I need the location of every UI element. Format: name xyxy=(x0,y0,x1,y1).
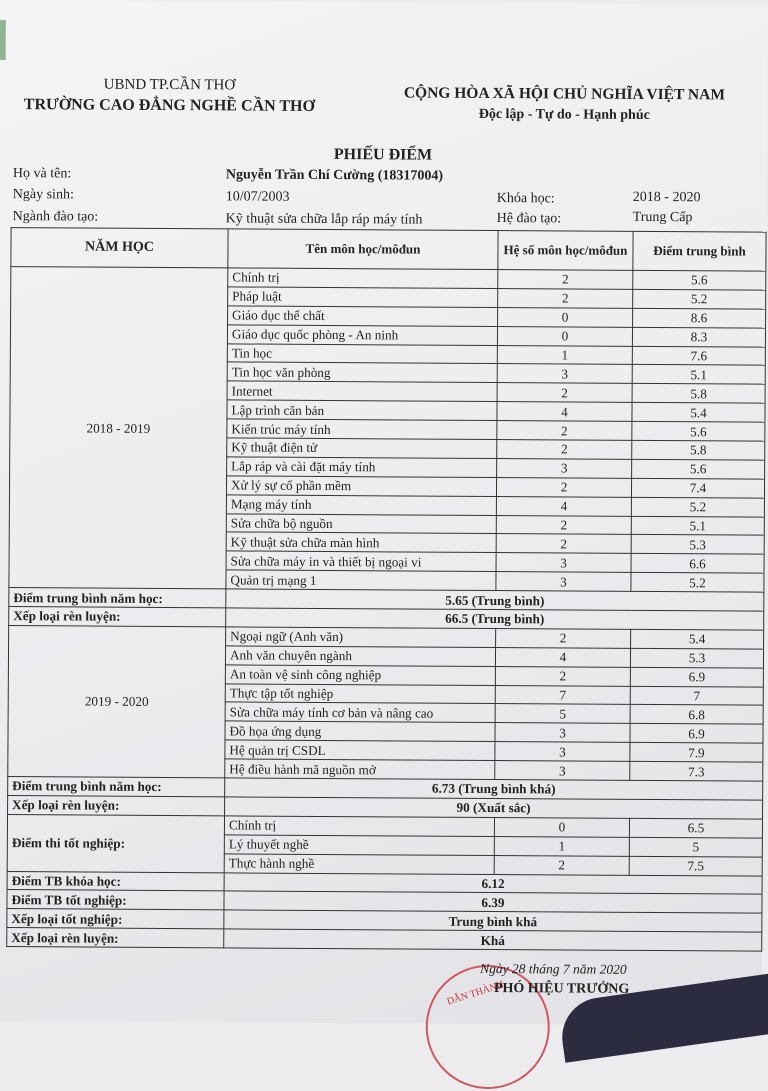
subject-name: Chính trị xyxy=(224,816,494,837)
subject-name: Đồ họa ứng dụng xyxy=(225,721,495,742)
subject-score: 5.8 xyxy=(632,384,765,404)
subject-score: 6.6 xyxy=(631,554,764,574)
subject-coef: 0 xyxy=(498,307,633,327)
subject-name: Kỹ thuật điện tử xyxy=(227,438,497,459)
subject-score: 7.3 xyxy=(630,762,763,782)
year2-avg-label: Điểm trung bình năm học: xyxy=(8,777,225,797)
subject-coef: 2 xyxy=(497,383,632,403)
course-label: Khóa học: xyxy=(496,191,555,207)
subject-name: Giáo dục quốc phòng - An ninh xyxy=(227,325,497,346)
subject-coef: 2 xyxy=(496,534,631,554)
subject-score: 8.3 xyxy=(632,327,765,347)
subject-name: Giáo dục thể chất xyxy=(228,306,498,327)
subject-name: Hệ quản trị CSDL xyxy=(225,740,495,761)
grades-table xyxy=(6,227,766,952)
subject-score: 5.6 xyxy=(632,421,765,441)
subject-name: Ngoại ngữ (Anh văn) xyxy=(226,627,496,648)
year2-avg-value: 6.73 (Trung bình khá) xyxy=(225,778,763,800)
subject-coef: 3 xyxy=(495,742,630,762)
subject-score: 5.2 xyxy=(633,289,766,309)
subject-score: 5 xyxy=(629,837,762,857)
subject-name: Quản trị mạng 1 xyxy=(226,570,496,591)
table-row xyxy=(9,625,764,649)
subject-score: 5.6 xyxy=(632,459,765,479)
graduation-exam-label: Điểm thi tốt nghiệp: xyxy=(7,814,224,872)
subject-score: 5.8 xyxy=(632,440,765,460)
signer-title: PHÓ HIỆU TRƯỞNG xyxy=(493,981,630,997)
subject-score: 7.5 xyxy=(629,856,762,876)
subject-score: 5.1 xyxy=(632,365,765,385)
subject-score: 5.4 xyxy=(631,629,764,649)
course-avg-value: 6.12 xyxy=(224,872,762,894)
issue-date: Ngày 28 tháng 7 năm 2020 xyxy=(480,960,627,977)
header-year: NĂM HỌC xyxy=(11,228,228,268)
grad-avg-value: 6.39 xyxy=(224,891,762,913)
subject-score: 5.4 xyxy=(632,403,765,423)
subject-name: Chính trị xyxy=(228,268,498,289)
subject-coef: 2 xyxy=(495,666,630,686)
subject-score: 6.8 xyxy=(630,705,763,725)
header-coef: Hệ số môn học/môđun xyxy=(498,231,633,271)
subject-score: 5.1 xyxy=(631,516,764,536)
seal-text: DẪN THÀNH xyxy=(445,979,506,1008)
page-title: PHIẾU ĐIỂM xyxy=(333,146,433,164)
subject-coef: 1 xyxy=(497,345,632,365)
subject-coef: 2 xyxy=(497,421,632,441)
header-right xyxy=(394,84,734,124)
subject-score: 5.2 xyxy=(631,497,764,517)
header-left xyxy=(19,76,319,116)
subject-name: An toàn vệ sinh công nghiệp xyxy=(225,665,495,686)
subject-coef: 2 xyxy=(496,477,631,497)
subject-coef: 2 xyxy=(498,288,633,308)
year1-avg-label: Điểm trung bình năm học: xyxy=(9,588,226,608)
subject-coef: 3 xyxy=(496,572,631,592)
year2-conduct-label: Xếp loại rèn luyện: xyxy=(8,795,225,815)
year2-label: 2019 - 2020 xyxy=(8,625,226,777)
dob-label: Ngày sinh: xyxy=(12,187,74,203)
subject-name: Tin học xyxy=(227,343,497,364)
subject-name: Sửa chữa bộ nguồn xyxy=(226,513,496,534)
conduct-rank-value: Khá xyxy=(224,929,762,951)
subject-coef: 2 xyxy=(498,270,633,290)
subject-name: Pháp luật xyxy=(228,287,498,308)
major-value: Kỹ thuật sửa chữa lắp ráp máy tính xyxy=(225,211,423,228)
subject-name: Sửa chữa máy tính cơ bản và nâng cao xyxy=(225,702,495,723)
year1-label: 2018 - 2019 xyxy=(9,267,228,589)
subject-name: Kiến trúc máy tính xyxy=(227,419,497,440)
subject-coef: 1 xyxy=(494,836,629,856)
subject-coef: 3 xyxy=(495,723,630,743)
subject-coef: 3 xyxy=(495,761,630,781)
subject-name: Kỹ thuật sửa chữa màn hình xyxy=(226,532,496,553)
table-row xyxy=(11,267,766,291)
national-motto: Độc lập - Tự do - Hạnh phúc xyxy=(478,106,650,123)
subject-coef: 7 xyxy=(495,685,630,705)
subject-coef: 3 xyxy=(497,458,632,478)
subject-coef: 3 xyxy=(496,553,631,573)
major-label: Ngành đào tạo: xyxy=(12,209,99,225)
course-avg-label: Điểm TB khóa học: xyxy=(7,871,224,891)
student-name: Nguyễn Trần Chí Cường (18317004) xyxy=(225,167,444,184)
subject-name: Tin học văn phòng xyxy=(227,362,497,383)
table-header-row xyxy=(11,228,766,272)
header-subject: Tên môn học/môđun xyxy=(228,229,498,270)
subject-score: 5.3 xyxy=(630,648,763,668)
subject-score: 7.6 xyxy=(632,346,765,366)
subject-coef: 4 xyxy=(495,647,630,667)
subject-coef: 2 xyxy=(497,440,632,460)
subject-name: Hệ điều hành mã nguồn mở xyxy=(225,759,495,780)
subject-score: 8.6 xyxy=(633,308,766,328)
subject-score: 5.3 xyxy=(631,535,764,555)
subject-coef: 0 xyxy=(497,326,632,346)
conduct-rank-label: Xếp loại rèn luyện: xyxy=(7,928,224,948)
subject-name: Thực hành nghề xyxy=(224,853,494,874)
subject-name: Mạng máy tính xyxy=(226,495,496,516)
subject-coef: 4 xyxy=(496,496,631,516)
subject-score: 5.2 xyxy=(631,573,764,593)
student-dob: 10/07/2003 xyxy=(225,189,290,205)
subject-score: 5.6 xyxy=(633,270,766,290)
subject-name: Anh văn chuyên ngành xyxy=(225,646,495,667)
edge-decoration xyxy=(0,20,6,60)
subject-coef: 4 xyxy=(497,402,632,422)
year1-conduct-value: 66.5 (Trung bình) xyxy=(226,608,764,630)
table-row xyxy=(7,814,762,838)
national-title: CỘNG HÒA XÃ HỘI CHỦ NGHĨA VIỆT NAM xyxy=(403,84,726,104)
subject-name: Thực tập tốt nghiệp xyxy=(225,683,495,704)
system-label: Hệ đào tạo: xyxy=(496,211,562,227)
subject-coef: 5 xyxy=(495,704,630,724)
grad-rank-label: Xếp loại tốt nghiệp: xyxy=(7,909,224,929)
subject-score: 7.9 xyxy=(630,743,763,763)
course-value: 2018 - 2020 xyxy=(632,189,701,206)
subject-score: 6.9 xyxy=(630,724,763,744)
subject-name: Xử lý sự cố phần mềm xyxy=(226,476,496,497)
subject-name: Sửa chữa máy in và thiết bị ngoại vi xyxy=(226,551,496,572)
grad-avg-label: Điểm TB tốt nghiệp: xyxy=(7,890,224,910)
system-value: Trung Cấp xyxy=(632,209,693,226)
summary-row xyxy=(7,928,762,952)
year1-avg-value: 5.65 (Trung bình) xyxy=(226,589,764,611)
subject-coef: 2 xyxy=(496,628,631,648)
authority-name: UBND TP.CẦN THƠ xyxy=(103,76,236,94)
grad-rank-value: Trung bình khá xyxy=(224,910,762,932)
subject-name: Lý thuyết nghề xyxy=(224,835,494,856)
school-name: TRƯỜNG CAO ĐẲNG NGHỀ CẦN THƠ xyxy=(23,96,315,115)
year2-conduct-value: 90 (Xuất sắc) xyxy=(225,797,763,819)
year1-conduct-label: Xếp loại rèn luyện: xyxy=(9,607,226,627)
subject-coef: 0 xyxy=(494,817,629,837)
subject-score: 6.5 xyxy=(629,818,762,838)
name-label: Họ và tên: xyxy=(12,166,72,182)
subject-name: Lập trình căn bản xyxy=(227,400,497,421)
subject-coef: 2 xyxy=(494,855,629,875)
subject-name: Lắp ráp và cài đặt máy tính xyxy=(227,457,497,478)
subject-coef: 3 xyxy=(497,364,632,384)
subject-name: Internet xyxy=(227,381,497,402)
subject-score: 7 xyxy=(630,686,763,706)
subject-score: 6.9 xyxy=(630,667,763,687)
subject-coef: 2 xyxy=(496,515,631,535)
header-avg: Điểm trung bình xyxy=(633,231,766,271)
subject-score: 7.4 xyxy=(631,478,764,498)
